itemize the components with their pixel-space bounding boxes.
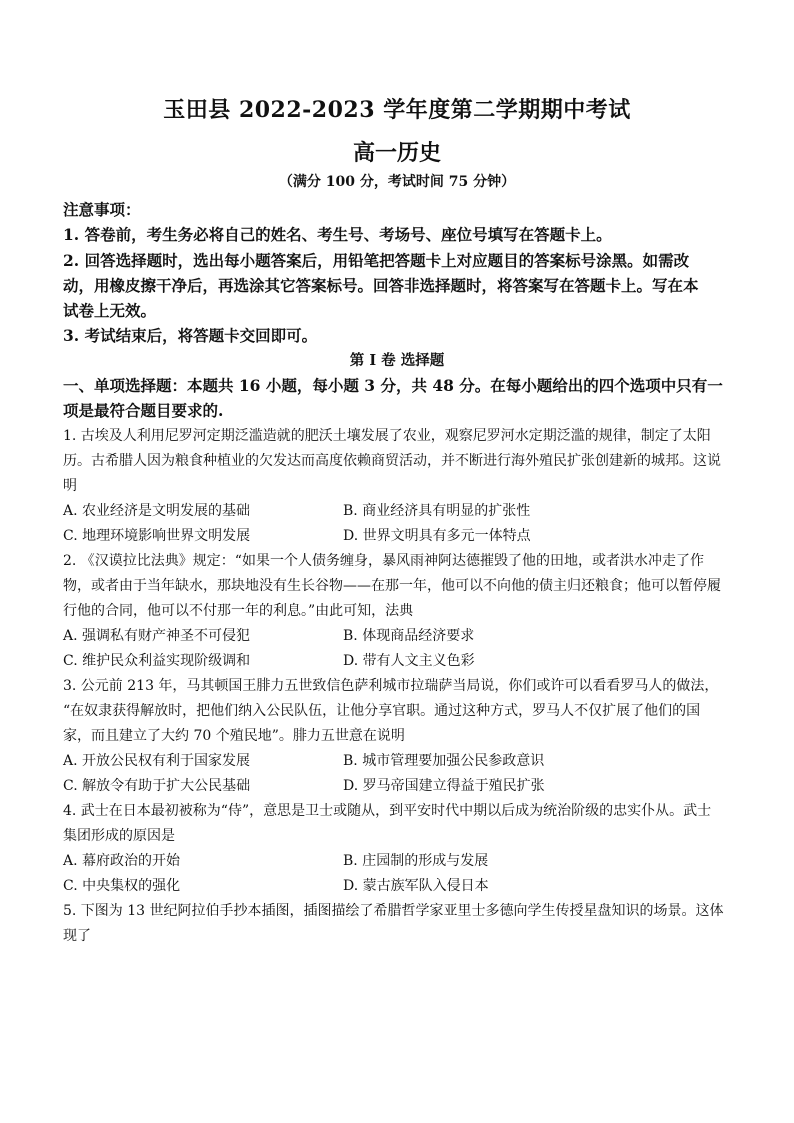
exam-title: 玉田县 2022-2023 学年度第二学期期中考试 xyxy=(163,97,631,123)
question-3-stem: “在奴隶获得解放时，把他们纳入公民队伍，让他分享官职。通过这种方式，罗马人不仅扩展了他们的国 xyxy=(63,703,701,719)
question-2-option-c: C. 维护民众利益实现阶级调和 xyxy=(63,653,251,669)
notice-line: 试卷上无效。 xyxy=(63,301,157,320)
section-instruction: 项是最符合题目要求的. xyxy=(63,401,224,420)
question-1-option-b: B. 商业经济具有明显的扩张性 xyxy=(343,503,531,519)
exam-note: （满分 100 分，考试时间 75 分钟） xyxy=(278,174,516,190)
question-4-option-a: A. 幕府政治的开始 xyxy=(63,853,181,869)
question-1-option-c: C. 地理环境影响世界文明发展 xyxy=(63,528,251,544)
question-4-option-c: C. 中央集权的强化 xyxy=(63,878,181,894)
notice-line: 1. 答卷前，考生务必将自己的姓名、考生号、考场号、座位号填写在答题卡上。 xyxy=(63,225,612,244)
question-4-option-b: B. 庄园制的形成与发展 xyxy=(343,853,489,869)
question-2-stem: 物，或者由于当年缺水，那块地没有生长谷物——在那一年，他可以不向他的债主归还粮食；他可以暂停履 xyxy=(63,578,721,594)
notice-line: 动，用橡皮擦干净后，再选涂其它答案标号。回答非选择题时，将答案写在答题卡上。写在本 xyxy=(63,276,699,295)
question-4-stem: 4. 武士在日本最初被称为“侍”，意思是卫士或随从，到平安时代中期以后成为统治阶级的忠实仆从。武士 xyxy=(63,803,712,819)
question-4-option-d: D. 蒙古族军队入侵日本 xyxy=(343,878,489,894)
question-5-stem: 现了 xyxy=(63,928,91,944)
question-3-option-d: D. 罗马帝国建立得益于殖民扩张 xyxy=(343,778,545,794)
question-1-stem: 1. 古埃及人利用尼罗河定期泛滥造就的肥沃土壤发展了农业，观察尼罗河水定期泛滥的规律，制定了太阳 xyxy=(63,428,711,444)
question-2-option-a: A. 强调私有财产神圣不可侵犯 xyxy=(63,628,251,644)
question-2-option-b: B. 体现商品经济要求 xyxy=(343,628,475,644)
notice-line: 2. 回答选择题时，选出每小题答案后，用铅笔把答题卡上对应题目的答案标号涂黑。如需改 xyxy=(63,251,690,270)
question-2-stem: 2. 《汉谟拉比法典》规定：“如果一个人债务缠身，暴风雨神阿达德摧毁了他的田地，或者洪水冲走了作 xyxy=(63,553,704,569)
notice-line: 3. 考试结束后，将答题卡交回即可。 xyxy=(63,326,318,345)
question-2-stem: 行他的合同，他可以不付那一年的利息。”由此可知，法典 xyxy=(63,603,414,619)
question-3-option-a: A. 开放公民权有利于国家发展 xyxy=(63,753,251,769)
section-instruction: 一、单项选择题：本题共 16 小题，每小题 3 分，共 48 分。在每小题给出的四个选项中只有一 xyxy=(63,376,723,395)
question-3-option-b: B. 城市管理要加强公民参政意识 xyxy=(343,753,545,769)
notice-heading: 注意事项： xyxy=(63,200,141,219)
question-3-stem: 3. 公元前 213 年，马其顿国王腓力五世致信色萨利城市拉瑞萨当局说，你们或许可以看看罗马人的做法， xyxy=(63,678,719,694)
section-title: 第 I 卷 选择题 xyxy=(349,352,445,369)
subject-title: 高一历史 xyxy=(352,140,441,166)
question-3-stem: 家，而且建立了大约 70 个殖民地”。腓力五世意在说明 xyxy=(63,728,405,744)
question-4-stem: 集团形成的原因是 xyxy=(63,828,175,844)
question-1-option-a: A. 农业经济是文明发展的基础 xyxy=(63,503,251,519)
question-1-option-d: D. 世界文明具有多元一体特点 xyxy=(343,528,531,544)
question-1-stem: 历。古希腊人因为粮食种植业的欠发达而高度依赖商贸活动，并不断进行海外殖民扩张创建新的城邦。这说 xyxy=(63,453,721,469)
question-3-option-c: C. 解放令有助于扩大公民基础 xyxy=(63,778,251,794)
question-5-stem: 5. 下图为 13 世纪阿拉伯手抄本插图，插图描绘了希腊哲学家亚里士多德向学生传授星盘知识的场景。这体 xyxy=(63,903,724,919)
question-1-stem: 明 xyxy=(63,478,77,494)
question-2-option-d: D. 带有人文主义色彩 xyxy=(343,653,475,669)
